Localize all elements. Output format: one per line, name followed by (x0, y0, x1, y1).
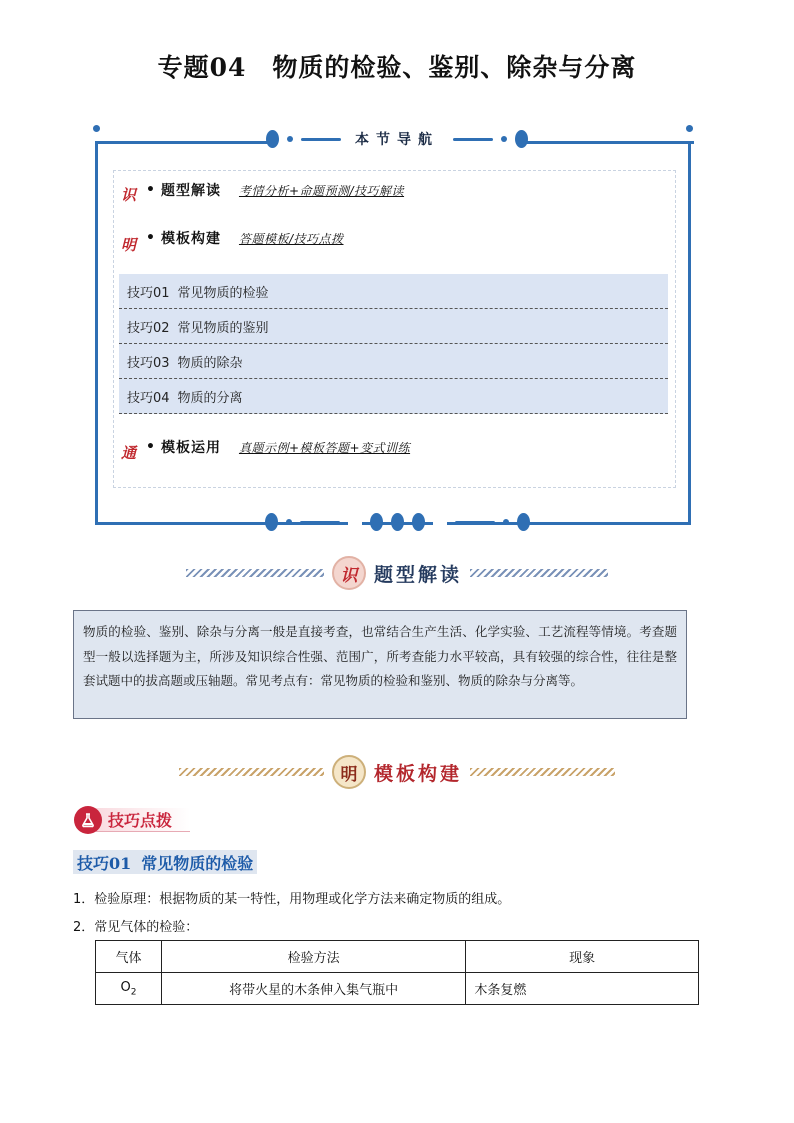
nav-skill-label: 技巧02 (127, 320, 170, 336)
oval-ornament (412, 513, 425, 531)
section-title: 题型解读 (373, 563, 462, 586)
nav-skill-item[interactable] (119, 274, 668, 309)
header-result: 现象 (466, 941, 699, 973)
page-title (0, 48, 794, 84)
oval-ornament (265, 513, 278, 531)
gap (348, 519, 362, 525)
intro-paragraph-box (73, 610, 687, 719)
title-text: 物质的检验、鉴别、除杂与分离 (272, 53, 637, 82)
skill-number: 技巧01 (77, 853, 132, 873)
nav-row-label: 题型解读 (160, 183, 221, 199)
line-ornament (455, 521, 495, 524)
dot-ornament (501, 136, 507, 142)
seal-icon: 明 (332, 755, 366, 789)
nav-skill-label: 技巧04 (127, 390, 170, 406)
table-header-row (96, 941, 699, 973)
cell-method: 将带火星的木条伸入集气瓶中 (161, 973, 465, 1005)
side-char-tong: 通 (121, 444, 137, 462)
nav-row-label: 模板运用 (160, 440, 221, 456)
hatch-ornament (470, 768, 615, 776)
title-code: 专题04 (157, 53, 247, 82)
point-gas-test: 2．常见气体的检验： (73, 920, 199, 935)
section-title: 模板构建 (373, 762, 462, 785)
cell-result: 木条复燃 (466, 973, 699, 1005)
nav-skill-text: 常见物质的鉴别 (177, 320, 269, 336)
nav-heading-text: 本节导航 (349, 129, 445, 149)
dot-ornament (503, 519, 509, 525)
nav-skill-item[interactable] (119, 379, 668, 414)
oval-ornament (370, 513, 383, 531)
nav-row-label: 模板构建 (160, 231, 221, 247)
oval-ornament (515, 130, 528, 148)
hatch-ornament (470, 569, 608, 577)
nav-bottom-ornament (0, 513, 794, 531)
oval-ornament (391, 513, 404, 531)
nav-row-template-use[interactable] (146, 437, 410, 457)
dot-ornament (286, 519, 292, 525)
gas-formula: O (120, 979, 131, 995)
hatch-ornament (186, 569, 324, 577)
nav-heading (0, 129, 794, 149)
bullet-icon: • (146, 230, 155, 246)
gas-subscript: 2 (130, 987, 137, 998)
nav-row-desc: 考情分析+命题预测/技巧解读 (238, 183, 405, 198)
line-ornament (301, 138, 341, 141)
tips-badge (74, 806, 190, 834)
bullet-icon: • (146, 439, 155, 455)
nav-row-desc: 真题示例+模板答题+变式训练 (238, 440, 411, 455)
nav-skill-item[interactable] (119, 309, 668, 344)
oval-ornament (266, 130, 279, 148)
nav-skill-label: 技巧03 (127, 355, 170, 371)
line-ornament (300, 521, 340, 524)
skill-title: 常见物质的检验 (141, 853, 254, 873)
tips-label: 技巧点拨 (96, 808, 190, 832)
seal-icon: 识 (332, 556, 366, 590)
gap (433, 519, 447, 525)
nav-row-template-build[interactable] (146, 228, 344, 248)
flask-icon (74, 806, 102, 834)
table-row (96, 973, 699, 1005)
dot-ornament (287, 136, 293, 142)
hatch-ornament (179, 768, 324, 776)
skill-heading (73, 850, 257, 874)
nav-skill-item[interactable] (119, 344, 668, 379)
bullet-icon: • (146, 182, 155, 198)
section-banner-template-build (0, 755, 794, 789)
nav-row-question-type[interactable] (146, 180, 404, 200)
gas-test-table (95, 940, 699, 1005)
nav-skills-list (119, 274, 668, 414)
header-method: 检验方法 (161, 941, 465, 973)
line-ornament (453, 138, 493, 141)
side-char-ming: 明 (121, 236, 137, 254)
nav-skill-text: 物质的分离 (177, 390, 243, 406)
nav-skill-label: 技巧01 (127, 285, 170, 301)
intro-text: 物质的检验、鉴别、除杂与分离一般是直接考查，也常结合生产生活、化学实验、工艺流程等情境。考查题型一般以选择题为主，所涉及知识综合性强、范围广，所考查能力水平较高，具有较强的综合性，往往是整套试题中的拔高题或压轴题。常见考点有：常见物质的检验和鉴别、物质的除杂与分离等。 (83, 624, 677, 688)
side-char-shi: 识 (121, 186, 137, 204)
oval-ornament (517, 513, 530, 531)
nav-row-desc: 答题模板/技巧点拨 (238, 231, 344, 246)
header-gas: 气体 (96, 941, 162, 973)
cell-gas (96, 973, 162, 1005)
section-banner-question-type (0, 556, 794, 590)
point-principle: 1．检验原理：根据物质的某一特性，用物理或化学方法来确定物质的组成。 (73, 892, 511, 907)
nav-skill-text: 常见物质的检验 (177, 285, 269, 301)
nav-skill-text: 物质的除杂 (177, 355, 243, 371)
